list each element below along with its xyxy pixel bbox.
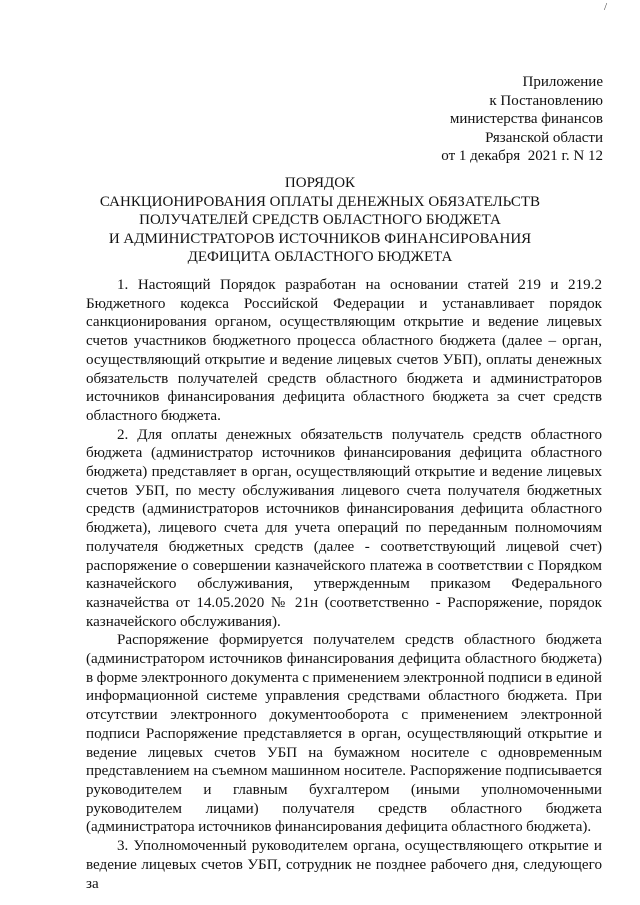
document-body [86,276,602,893]
appendix-block [441,73,603,166]
paragraph-2: 2. Для оплаты денежных обязательств получатель средств областного бюджета (администратор источников финансирования дефицита областного бюджета) представляет в орган, осуществляющий открытие и ведение лицевых счетов УБП, по месту обслуживания лицевого счета получателя бюджетных средств (администраторов источников финансирования дефицита областного бюджета), лицевого счета для учета операций по переданным полномочиям получателя бюджетных средств (далее - соответствующий лицевой счет) распоряжение о совершении казначейского платежа в соответствии с Порядком казначейского обслуживания, утвержденным приказом Федерального казначейства от 14.05.2020 № 21н (соответственно - Распоряжение, порядок казначейского обслуживания). [86,426,602,630]
appendix-line: Рязанской области [485,129,603,146]
appendix-line: к Постановлению [489,92,603,109]
appendix-line: Приложение [522,74,603,90]
title-line: ПОЛУЧАТЕЛЕЙ СРЕДСТВ ОБЛАСТНОГО БЮДЖЕТА [139,212,501,229]
title-line: САНКЦИОНИРОВАНИЯ ОПЛАТЫ ДЕНЕЖНЫХ ОБЯЗАТЕЛЬСТВ [99,193,541,210]
appendix-line: министерства финансов [449,111,603,128]
paragraph-1: 1. Настоящий Порядок разработан на основании статей 219 и 219.2 Бюджетного кодекса Российской Федерации и устанавливает порядок санкционирования органом, осуществляющим открытие и ведение лицевых счетов участников бюджетного процесса областного бюджета (далее – орган, осуществляющий открытие и ведение лицевых счетов УБП), оплаты денежных обязательств получателей средств областного бюджета и администраторов источников финансирования дефицита областного бюджета за счет средств областного бюджета. [86,277,602,424]
appendix-line: от 1 декабря 2021 г. N 12 [441,148,603,165]
paragraph-2-continued: Распоряжение формируется получателем средств областного бюджета (администратором источников финансирования дефицита областного бюджета) в форме электронного документа с применением электронной подписи в единой информационной системе управления средствами областного бюджета. При отсутствии электронного документооборота с применением электронной подписи Распоряжение представляется в орган, осуществляющий открытие и ведение лицевых счетов УБП на бумажном носителе с одновременным представлением на съемном машинном носителе. Распоряжение подписывается руководителем и главным бухгалтером (иными уполномоченными руководителем лицами) получателя средств областного бюджета (администратора источников финансирования дефицита областного бюджета). [86,632,602,836]
paragraph-3: 3. Уполномоченный руководителем органа, осуществляющего открытие и ведение лицевых счетов УБП, сотрудник не позднее рабочего дня, следующего за [86,838,602,892]
title-line: И АДМИНИСТРАТОРОВ ИСТОЧНИКОВ ФИНАНСИРОВАНИЯ [108,230,532,247]
document-title [0,174,640,267]
corner-mark: / [604,1,608,13]
title-line: ПОРЯДОК [284,175,356,191]
title-line: ДЕФИЦИТА ОБЛАСТНОГО БЮДЖЕТА [187,249,453,266]
